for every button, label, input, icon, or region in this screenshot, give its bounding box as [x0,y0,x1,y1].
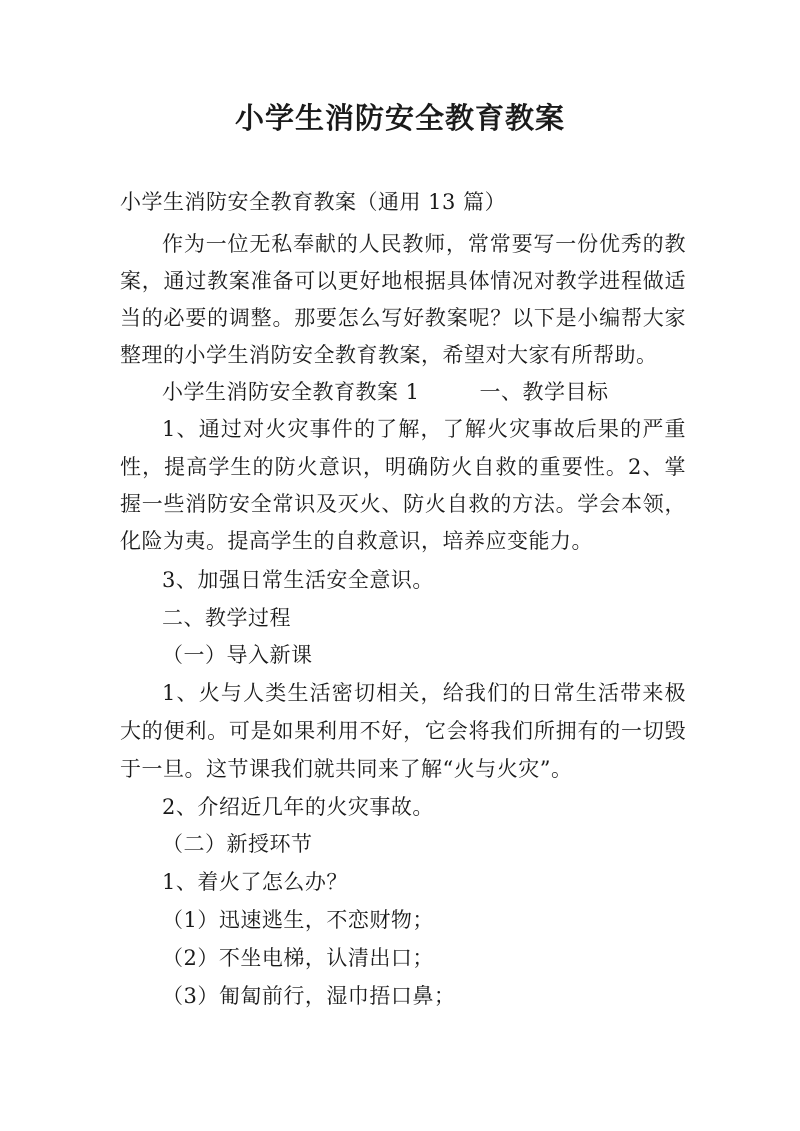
paragraph-line: 当的必要的调整。那要怎么写好教案呢？以下是小编帮大家 [120,306,686,330]
section-heading: 二、教学过程 [162,606,291,630]
paragraph-line: 性，提高学生的防火意识，明确防火自救的重要性。2、掌 [120,455,686,479]
subtitle-line: 小学生消防安全教育教案（通用 13 篇） [120,190,507,214]
paragraph-line: 3、加强日常生活安全意识。 [162,568,434,592]
paragraph-line: 1、通过对火灾事件的了解，了解火灾事故后果的严重 [162,417,686,441]
objectives-heading: 一、教学目标 [479,380,609,404]
paragraph-line: 整理的小学生消防安全教育教案，希望对大家有所帮助。 [120,343,658,367]
subsection-heading: （二）新授环节 [162,832,313,856]
paragraph-line: 握一些消防安全常识及灭火、防火自救的方法。学会本领， [120,492,686,516]
paragraph-line: 1、火与人类生活密切相关，给我们的日常生活带来极 [162,681,686,705]
list-item: （3）匍匐前行，湿巾捂口鼻； [162,984,456,1008]
paragraph-line: 化险为夷。提高学生的自救意识，培养应变能力。 [120,529,593,553]
paragraph-line: 案，通过教案准备可以更好地根据具体情况对教学进程做适 [120,269,686,293]
lesson-heading: 小学生消防安全教育教案 1 [162,380,420,404]
paragraph-line: 2、介绍近几年的火灾事故。 [162,795,434,819]
paragraph-line: 作为一位无私奉献的人民教师，常常要写一份优秀的教 [162,232,686,256]
section-heading-line [162,377,609,407]
paragraph-line: 大的便利。可是如果利用不好，它会将我们所拥有的一切毁 [120,719,686,743]
paragraph-line: 1、着火了怎么办？ [162,870,348,894]
paragraph-line: 于一旦。这节课我们就共同来了解“火与火灾”。 [120,757,573,781]
document-title: 小学生消防安全教育教案 [234,101,565,135]
subsection-heading: （一）导入新课 [162,643,313,667]
list-item: （1）迅速逃生，不恋财物； [162,908,434,932]
list-item: （2）不坐电梯，认清出口； [162,946,434,970]
